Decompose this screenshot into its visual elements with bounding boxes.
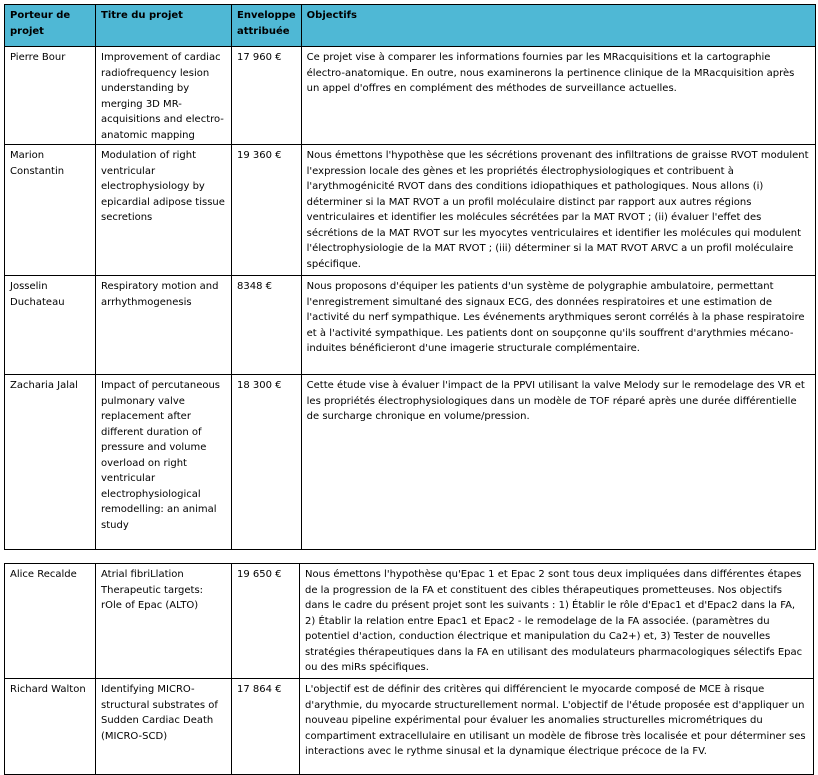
titre-cell: Identifying MICRO-structural substrates of Sudden Cardiac Death (MICRO-SCD) (96, 679, 232, 775)
header-row (5, 5, 816, 47)
titre-cell: Atrial fibriLlation Therapeutic targets: rOle of Epac (ALTO) (96, 564, 232, 679)
objectifs-cell: Nous proposons d'équiper les patients d'un système de polygraphie ambulatoire, permettant l'enregistrement simultané des signaux ECG, des données respiratoires et une estimation de l'activité du nerf sympathique. Les événements arythmiques seront corrélés à la phase respiratoire et à l'activité sympathique. Les patients dont on soupçonne qu'ils souffrent d'arythmies mécano-induites bénéficieront d'une imagerie structurale complémentaire. (301, 276, 815, 375)
header-enveloppe: Enveloppe attribuée (232, 5, 302, 47)
porteur-cell: Alice Recalde (5, 564, 96, 679)
titre-cell: Respiratory motion and arrhythmogenesis (96, 276, 232, 375)
titre-cell: Improvement of cardiac radiofrequency lesion understanding by merging 3D MR-acquisitions and electro-anatomic mapping (96, 47, 232, 145)
porteur-cell: Richard Walton (5, 679, 96, 775)
enveloppe-cell: 17 864 € (232, 679, 300, 775)
objectifs-cell: Cette étude vise à évaluer l'impact de la PPVI utilisant la valve Melody sur le remodelage des VR et les propriétés électrophysiologiques dans un modèle de TOF réparé après une durée différentielle de surcharge chronique en volume/pression. (301, 375, 815, 550)
objectifs-cell: Ce projet vise à comparer les informations fournies par les MRacquisitions et la cartographie électro-anatomique. En outre, nous examinerons la pertinence clinique de la MRacquisition après un appel d'offres en complément des méthodes de surveillance actuelles. (301, 47, 815, 145)
titre-cell: Modulation of right ventricular electrophysiology by epicardial adipose tissue secretions (96, 145, 232, 276)
objectifs-cell: Nous émettons l'hypothèse qu'Epac 1 et Epac 2 sont tous deux impliquées dans différentes étapes de la progression de la FA et constituent des cibles thérapeutiques prometteuses. Nos objectifs dans le cadre du présent projet sont les suivants : 1) Établir le rôle d'Epac1 et d'Epac2 dans la FA, 2) Établir la relation entre Epac1 et Epac2 - le remodelage de la FA associée. (paramètres du potentiel d'action, conduction électrique et manipulation du Ca2+) et, 3) Tester de nouvelles stratégies thérapeutiques dans la FA en utilisant des modulateurs pharmacologiques sélectifs Epac ou des miRs spécifiques. (300, 564, 814, 679)
header-porteur: Porteur de projet (5, 5, 96, 47)
table-row (5, 679, 814, 775)
enveloppe-cell: 19 650 € (232, 564, 300, 679)
titre-cell: Impact of percutaneous pulmonary valve replacement after different duration of pressure and volume overload on right ventricular electrophysiological remodelling: an animal study (96, 375, 232, 550)
porteur-cell: Josselin Duchateau (5, 276, 96, 375)
header-titre: Titre du projet (96, 5, 232, 47)
table-row (5, 47, 816, 145)
enveloppe-cell: 17 960 € (232, 47, 302, 145)
projects-table-continued (4, 563, 814, 775)
porteur-cell: Pierre Bour (5, 47, 96, 145)
objectifs-cell: Nous émettons l'hypothèse que les sécrétions provenant des infiltrations de graisse RVOT modulent l'expression locale des gènes et les propriétés électrophysiologiques et contribuent à l'arythmogénicité RVOT dans des conditions idiopathiques et pathologiques. Nous allons (i) déterminer si la MAT RVOT a un profil moléculaire distinct par rapport aux autres régions ventriculaires et identifier les molécules sécrétées par la MAT RVOT ; (ii) évaluer l'effet des sécrétions de la MAT RVOT sur les myocytes ventriculaires et identifier les molécules qui modulent l'électrophysiologie de la MAT RVOT ; (iii) déterminer si la MAT RVOT ARVC a un profil moléculaire spécifique. (301, 145, 815, 276)
enveloppe-cell: 8348 € (232, 276, 302, 375)
table-row (5, 375, 816, 550)
table-row (5, 564, 814, 679)
porteur-cell: Marion Constantin (5, 145, 96, 276)
projects-table (4, 4, 816, 550)
enveloppe-cell: 19 360 € (232, 145, 302, 276)
objectifs-cell: L'objectif est de définir des critères qui différencient le myocarde composé de MCE à risque d'arythmie, du myocarde structurellement normal. L'objectif de l'étude proposée est d'appliquer un nouveau pipeline expérimental pour évaluer les anomalies structurelles micrométriques du compartiment extracellulaire en utilisant un modèle de fibrose très localisée et pour déterminer ses interactions avec le rythme sinusal et la dynamique électrique précoce de la FV. (300, 679, 814, 775)
header-objectifs: Objectifs (301, 5, 815, 47)
porteur-cell: Zacharia Jalal (5, 375, 96, 550)
table-row (5, 276, 816, 375)
enveloppe-cell: 18 300 € (232, 375, 302, 550)
table-row (5, 145, 816, 276)
